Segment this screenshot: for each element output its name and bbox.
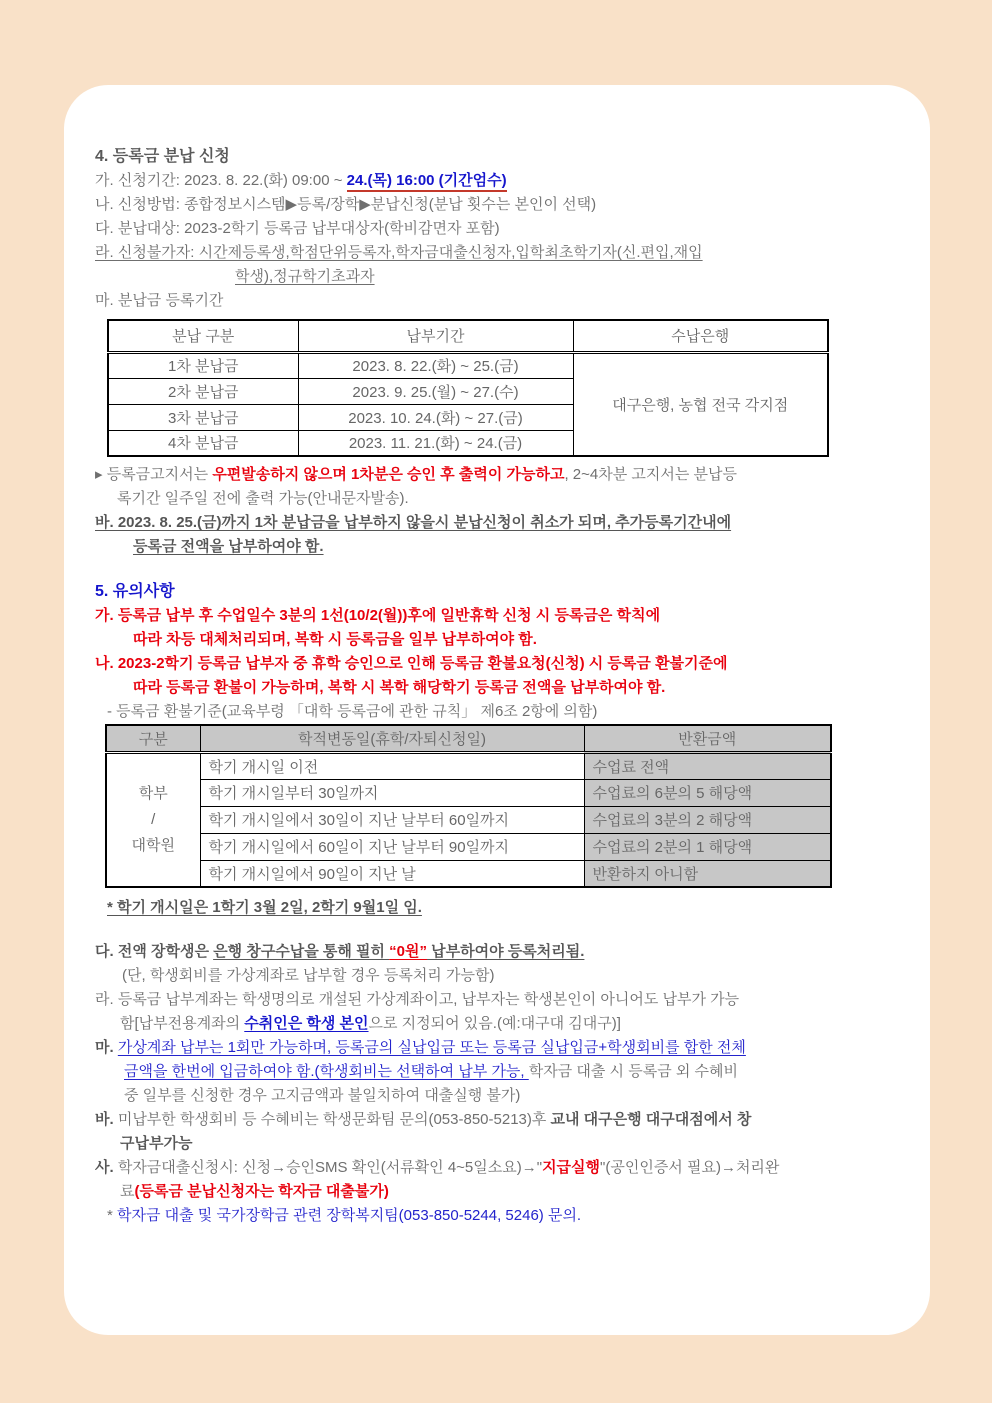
da-pre: 다. 전액 장학생은 [95, 943, 214, 960]
section5-item-ba-line2: 구납부가능 [120, 1135, 193, 1152]
installment-4-period: 2023. 11. 21.(화) ~ 24.(금) [298, 430, 573, 456]
section4-item-na: 나. 신청방법: 종합정보시스템▶등록/장학▶분납신청(분납 횟수는 본인이 선택) [95, 196, 597, 213]
installment-2-period: 2023. 9. 25.(월) ~ 27.(수) [298, 378, 573, 404]
col-header-category: 구분 [106, 725, 200, 752]
ra2-post: 으로 지정되어 있음.(예:대구대 김대구)] [368, 1015, 621, 1032]
section5-item-na-line1: 나. 2023-2학기 등록금 납부자 중 휴학 승인으로 인해 등록금 환불요청(신청) 시 등록금 환불기준에 [95, 655, 728, 672]
section4-item-ra-line2-text: 학생),정규학기초과자 [235, 268, 375, 285]
table-row [108, 352, 828, 378]
bill-notice-line2: 록기간 일주일 전에 출력 가능(안내문자발송). [117, 490, 409, 507]
col-header-change-date: 학적변동일(휴학/자퇴신청일) [200, 725, 584, 752]
bill-notice-line1 [95, 463, 906, 487]
refund-row-2-condition: 학기 개시일부터 30일까지 [200, 779, 584, 806]
table-header-row [106, 725, 831, 752]
semester-start-note [95, 896, 906, 920]
col-header-period: 납부기간 [298, 320, 573, 352]
refund-rule-note: - 등록금 환불기준(교육부령 「대학 등록금에 관한 규칙」 제6조 2항에 의함) [107, 703, 598, 720]
installment-2-label: 2차 분납금 [108, 378, 298, 404]
scholarship-contact-text: 학자금 대출 및 국가장학금 관련 장학복지팀(053-850-5244, 5246) 문의. [117, 1207, 582, 1224]
section5-item-sa-line2 [95, 1180, 906, 1204]
bill-notice-pre: 등록금고지서는 [102, 466, 213, 483]
sa-loan-execute-highlight: 지급실행 [542, 1159, 601, 1176]
section5-item-ga-line1: 가. 등록금 납부 후 수업일수 3분의 1선(10/2(월))후에 일반휴학 신청 시 등록금은 학칙에 [95, 607, 661, 624]
section5-item-sa-line1 [95, 1156, 906, 1180]
section5-item-ma-line2 [95, 1060, 906, 1084]
sa-label: 사. [95, 1159, 118, 1176]
sa2-pre: 료 [120, 1183, 135, 1200]
ba-label: 바. [95, 1111, 118, 1128]
bill-notice-red: 우편발송하지 않으며 1차분은 승인 후 출력이 가능하고 [212, 466, 565, 483]
col-header-refund-amount: 반환금액 [584, 725, 831, 752]
section4-item-ga [95, 169, 906, 193]
section4-item-ra-line1: 라. 신청불가자: 시간제등록생,학점단위등록자,학자금대출신청자,입학최초학기자(신.편입,재입 [95, 244, 703, 261]
refund-row-1-condition: 학기 개시일 이전 [200, 752, 584, 779]
section5-item-ma-line1 [95, 1036, 906, 1060]
refund-row-5-amount: 반환하지 아니함 [584, 860, 831, 887]
section5-item-ra-line1: 라. 등록금 납부계좌는 학생명의로 개설된 가상계좌이고, 납부자는 학생본인이 아니어도 납부가 가능 [95, 991, 740, 1008]
sa2-red-warning: (등록금 분납신청자는 학자금 대출불가) [134, 1183, 389, 1200]
refund-standard-table [105, 724, 832, 888]
section4-title: 4. 등록금 분납 신청 [95, 148, 230, 165]
section4-item-da: 다. 분납대상: 2023-2학기 등록금 납부대상자(학비감면자 포함) [95, 220, 500, 237]
ba-pre: 미납부한 학생회비 등 수혜비는 학생문화팀 문의(053-850-5213)후 [117, 1111, 551, 1128]
sa-post: "(공인인증서 필요)→처리완 [600, 1159, 780, 1176]
section4-item-ra-line2 [95, 265, 906, 289]
ma-gray-line2: 학자금 대출 시 등록금 외 수혜비 [528, 1063, 738, 1080]
group-grad: 대학원 [131, 836, 175, 854]
section4-item-ba-line1: 바. 2023. 8. 25.(금)까지 1차 분납금을 납부하지 않을시 분납신청이 취소가 되며, 추가등록기간내에 [95, 514, 732, 531]
ma-label: 마. [95, 1039, 118, 1056]
ma-blue-line2: 금액을 한번에 입금하여야 함.(학생회비는 선택하여 납부 가능, [124, 1063, 529, 1080]
section5-item-da-note: (단, 학생회비를 가상계좌로 납부할 경우 등록처리 가능함) [122, 967, 495, 984]
section5-title: 5. 유의사항 [95, 583, 175, 600]
section5-item-da-line1 [95, 940, 906, 964]
section5-item-ba-line1 [95, 1108, 906, 1132]
section5-item-ra-line2 [95, 1012, 906, 1036]
receiving-bank: 대구은행, 농협 전국 각지점 [573, 352, 828, 456]
table-row [106, 833, 831, 860]
installment-3-period: 2023. 10. 24.(화) ~ 27.(금) [298, 404, 573, 430]
refund-row-5-condition: 학기 개시일에서 90일이 지난 날 [200, 860, 584, 887]
bill-notice-post: , 2~4차분 고지서는 분납등 [564, 466, 737, 483]
ra2-payee-highlight: 수취인은 학생 본인 [244, 1015, 369, 1032]
sa-pre: 학자금대출신청시: 신청→승인SMS 확인(서류확인 4~5일소요)→" [117, 1159, 543, 1176]
application-deadline: 24.(목) 16:00 (기간엄수) [347, 172, 507, 192]
ra2-pre: 함[납부전용계좌의 [120, 1015, 245, 1032]
ma-blue-line1: 가상계좌 납부는 1회만 가능하며, 등록금의 실납입금 또는 등록금 실납입금+학생회비를 합한 전체 [117, 1039, 746, 1056]
col-header-bank: 수납은행 [573, 320, 828, 352]
table-row [106, 806, 831, 833]
refund-row-4-amount: 수업료의 2분의 1 해당액 [584, 833, 831, 860]
group-undergrad: 학부 [138, 784, 168, 802]
installment-1-period: 2023. 8. 22.(화) ~ 25.(금) [298, 352, 573, 378]
semester-start-note-text: * 학기 개시일은 1학기 3월 2일, 2학기 9월1일 임. [107, 899, 422, 916]
refund-row-2-amount: 수업료의 6분의 5 해당액 [584, 779, 831, 806]
da-zero-won: “0원” [389, 943, 428, 960]
student-group-cell [106, 752, 200, 887]
triangle-bullet-icon: ▸ [95, 466, 103, 483]
section4-item-ma: 마. 분납금 등록기간 [95, 292, 224, 309]
installment-schedule-table [107, 319, 829, 457]
refund-row-3-amount: 수업료의 3분의 2 해당액 [584, 806, 831, 833]
application-period-label: 가. 신청기간: 2023. 8. 22.(화) 09:00 ~ [95, 172, 347, 189]
document-page [64, 85, 930, 1335]
installment-4-label: 4차 분납금 [108, 430, 298, 456]
table-row [106, 860, 831, 887]
refund-row-3-condition: 학기 개시일에서 30일이 지난 날부터 60일까지 [200, 806, 584, 833]
col-header-division: 분납 구분 [108, 320, 298, 352]
section5-item-na-line2: 따라 등록금 환불이 가능하며, 복학 시 복학 해당학기 등록금 전액을 납부하여야 함. [133, 679, 666, 696]
da-underline1: 은행 창구수납을 통해 필히 [213, 943, 390, 960]
section4-item-ba-line2-text: 등록금 전액을 납부하여야 함. [133, 538, 324, 555]
section5-item-ga-line2: 따라 차등 대체처리되며, 복학 시 등록금을 일부 납부하여야 함. [133, 631, 537, 648]
table-row [106, 752, 831, 779]
refund-row-4-condition: 학기 개시일에서 60일이 지난 날부터 90일까지 [200, 833, 584, 860]
section5-item-ma-line3: 중 일부를 신청한 경우 고지금액과 불일치하여 대출실행 불가) [124, 1087, 521, 1104]
ba-bold-part1: 교내 대구은행 대구대점에서 창 [550, 1111, 752, 1128]
refund-row-1-amount: 수업료 전액 [584, 752, 831, 779]
star-mark: * [107, 1207, 118, 1224]
installment-1-label: 1차 분납금 [108, 352, 298, 378]
installment-3-label: 3차 분납금 [108, 404, 298, 430]
section4-item-ba-line2 [95, 535, 906, 559]
da-underline2: 납부하여야 등록처리됨. [427, 943, 585, 960]
scholarship-contact-note [95, 1204, 906, 1228]
table-row [106, 779, 831, 806]
table-header-row [108, 320, 828, 352]
group-slash: / [151, 810, 156, 828]
